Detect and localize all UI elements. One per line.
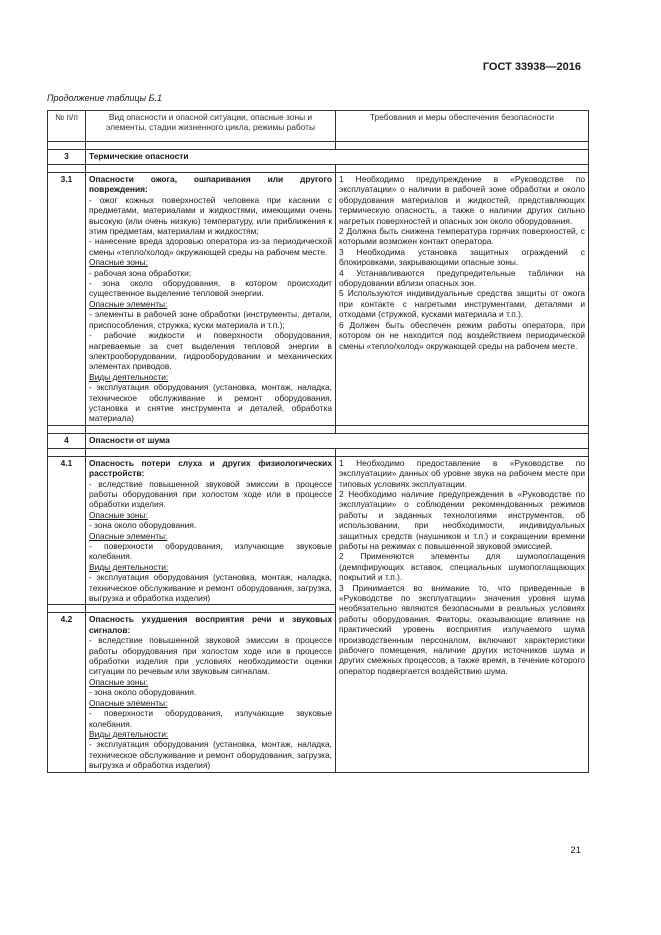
requirement-item: 3 Принимается во внимание то, что приведенные в «Руководстве по эксплуатации» значения уровня шума необязательно являются безопасными в реальных условиях работы оборудования. Факторы, оказывающие влияние на практический уровень восприятия излучаемого шума производственным персоналом, включают характеристики рабочего помещения, наличие других источников шума и других смежных процессов, а также время, в течение которого оператор подвергается воздействию шума. bbox=[339, 582, 585, 676]
section-row-3 bbox=[48, 150, 589, 165]
col-req-header: Требования и меры обеспечения безопасности bbox=[336, 111, 589, 142]
element-item: - поверхности оборудования, излучающие звуковые колебания. bbox=[89, 708, 332, 729]
element-item: - поверхности оборудования, излучающие звуковые колебания. bbox=[89, 541, 332, 562]
elements-heading: Опасные элементы: bbox=[89, 530, 168, 541]
hazard-text: - нанесение вреда здоровью оператора из-за периодической смены «тепло/холод» окружающей среды на рабочем месте. bbox=[89, 236, 332, 257]
hazard-title: Опасность ухудшения восприятия речи и звуковых сигналов: bbox=[89, 614, 332, 635]
requirement-item: 2 Необходимо наличие предупреждения в «Руководстве по эксплуатации» о соблюдении рекомендованных режимов работы и заданных технологиями инструментов, об использовании, при необходимости, индивидуальных защитных средств (наушников и т.п.) и сокращении времени работы на режимах с повышенной звуковой эмиссией. bbox=[339, 488, 585, 551]
standard-header: ГОСТ 33938—2016 bbox=[482, 61, 581, 73]
hazard-cell bbox=[86, 456, 336, 605]
zone-item: - рабочая зона обработки; bbox=[89, 267, 192, 278]
section-number: 3 bbox=[48, 150, 86, 165]
requirement-item: 5 Используются индивидуальные средства защиты от ожога при контакте с нагретыми инструментами, деталями и отходами (стружкой, кусками материала и т.п.). bbox=[339, 288, 585, 320]
element-item: - элементы в рабочей зоне обработки (инструменты, детали, приспособления, стружка, куски материала и т.п.); bbox=[89, 309, 332, 330]
table-header-row bbox=[48, 111, 589, 142]
hazard-text: - вследствие повышенной звуковой эмиссии в процессе работы оборудования при холостом ходе или в процессе обработки изделия. bbox=[89, 478, 332, 510]
col-hazard-header: Вид опасности и опасной ситуации, опасные зоны и элементы, стадии жизненного цикла, режимы работы bbox=[86, 111, 336, 142]
zone-item: - зона около оборудования, в котором происходит существенное выделение тепловой энергии. bbox=[89, 278, 332, 299]
activities-heading: Виды деятельности: bbox=[89, 728, 169, 739]
section-number: 4 bbox=[48, 433, 86, 448]
activity-item: - эксплуатация оборудования (установка, монтаж, наладка, техническое обслуживание и ремонт оборудования, установка и снятие инструмента и деталей, обработка материала) bbox=[89, 382, 332, 424]
requirement-item: 2 Должна быть снижена температура горячих поверхностей, с которыми возможен контакт оператора. bbox=[339, 226, 585, 247]
hazard-text: - вследствие повышенной звуковой эмиссии в процессе работы оборудования при холостом ходе или в процессе обработки изделия при условиях необходимости оценки ситуации по речевым или звуковым сигналам. bbox=[89, 635, 332, 677]
hazard-text: - ожог кожных поверхностей человека при касании с предметами, материалами и жидкостями, имеющими очень высокую (или очень низкую) температуру, или приближения к этим предметам, материалам и жидкостям; bbox=[89, 194, 332, 237]
zones-heading: Опасные зоны: bbox=[89, 676, 148, 687]
requirements-cell bbox=[336, 456, 589, 772]
activity-item: - эксплуатация оборудования (установка, монтаж, наладка, техническое обслуживание и ремонт оборудования, загрузка, выгрузка и обработка изделия) bbox=[89, 572, 332, 604]
requirement-item: 1 Необходимо предупреждение в «Руководстве по эксплуатации» о наличии в рабочей зоне обработки и около оборудования материалов и жидкостей, представляющих термическую опасность, а также о наличии других сильно нагретых поверхностей и опасных зон около оборудования. bbox=[339, 174, 585, 226]
zones-heading: Опасные зоны: bbox=[89, 257, 148, 268]
element-item: - рабочие жидкости и поверхности оборудования, нагреваемые за счет выделения тепловой энергии в электрооборудовании, гидрооборудовании и механических элементах приводов. bbox=[89, 330, 332, 372]
table-continuation-label: Продолжение таблицы Б.1 bbox=[47, 93, 163, 103]
section-title: Опасности от шума bbox=[86, 433, 589, 448]
requirement-item: 3 Необходима установка защитных ограждений с блокировками, закрывающими опасные зоны. bbox=[339, 246, 585, 268]
col-num-header: № п/п bbox=[48, 111, 86, 142]
hazard-title: Опасность потери слуха и других физиологических расстройств: bbox=[89, 457, 332, 479]
row-number: 4.1 bbox=[48, 456, 86, 605]
table-row bbox=[48, 456, 589, 605]
section-row-4 bbox=[48, 433, 589, 448]
hazard-cell bbox=[86, 173, 336, 426]
requirement-item: 2 Применяются элементы для шумопоглащения (демпфирующих вставок, специальных шумопоглащающих покрытий и т.п.). bbox=[339, 551, 585, 583]
requirement-item: 1 Необходимо предоставление в «Руководстве по эксплуатации» данных об уровне звука на рабочем месте при типовых условиях эксплуатации. bbox=[339, 457, 585, 489]
page-number: 21 bbox=[570, 845, 581, 856]
activity-item: - эксплуатация оборудования (установка, монтаж, наладка, техническое обслуживание и ремонт оборудования, загрузка, выгрузка и обработка изделия) bbox=[89, 739, 332, 771]
requirements-cell bbox=[336, 173, 589, 426]
elements-heading: Опасные элементы: bbox=[89, 697, 168, 708]
hazard-table bbox=[47, 110, 589, 773]
elements-heading: Опасные элементы: bbox=[89, 298, 168, 309]
section-title: Термические опасности bbox=[86, 150, 589, 165]
zone-item: - зона около оборудования. bbox=[89, 520, 197, 531]
activities-heading: Виды деятельности: bbox=[89, 561, 169, 572]
hazard-cell bbox=[86, 613, 336, 772]
row-number: 3.1 bbox=[48, 173, 86, 426]
hazard-title: Опасности ожога, ошпаривания или другого повреждения: bbox=[89, 174, 332, 195]
requirement-item: 4 Устанавливаются предупредительные таблички на оборудовании вблизи опасных зон. bbox=[339, 267, 585, 289]
zones-heading: Опасные зоны: bbox=[89, 509, 148, 520]
requirement-item: 6 Должен быть обеспечен режим работы оператора, при котором он не находится под воздействием периодической смены «тепло/холод» окружающей среды на рабочем месте. bbox=[339, 319, 585, 351]
table-row bbox=[48, 173, 589, 426]
row-number: 4.2 bbox=[48, 613, 86, 772]
activities-heading: Виды деятельности: bbox=[89, 371, 169, 382]
zone-item: - зона около оборудования. bbox=[89, 687, 197, 698]
